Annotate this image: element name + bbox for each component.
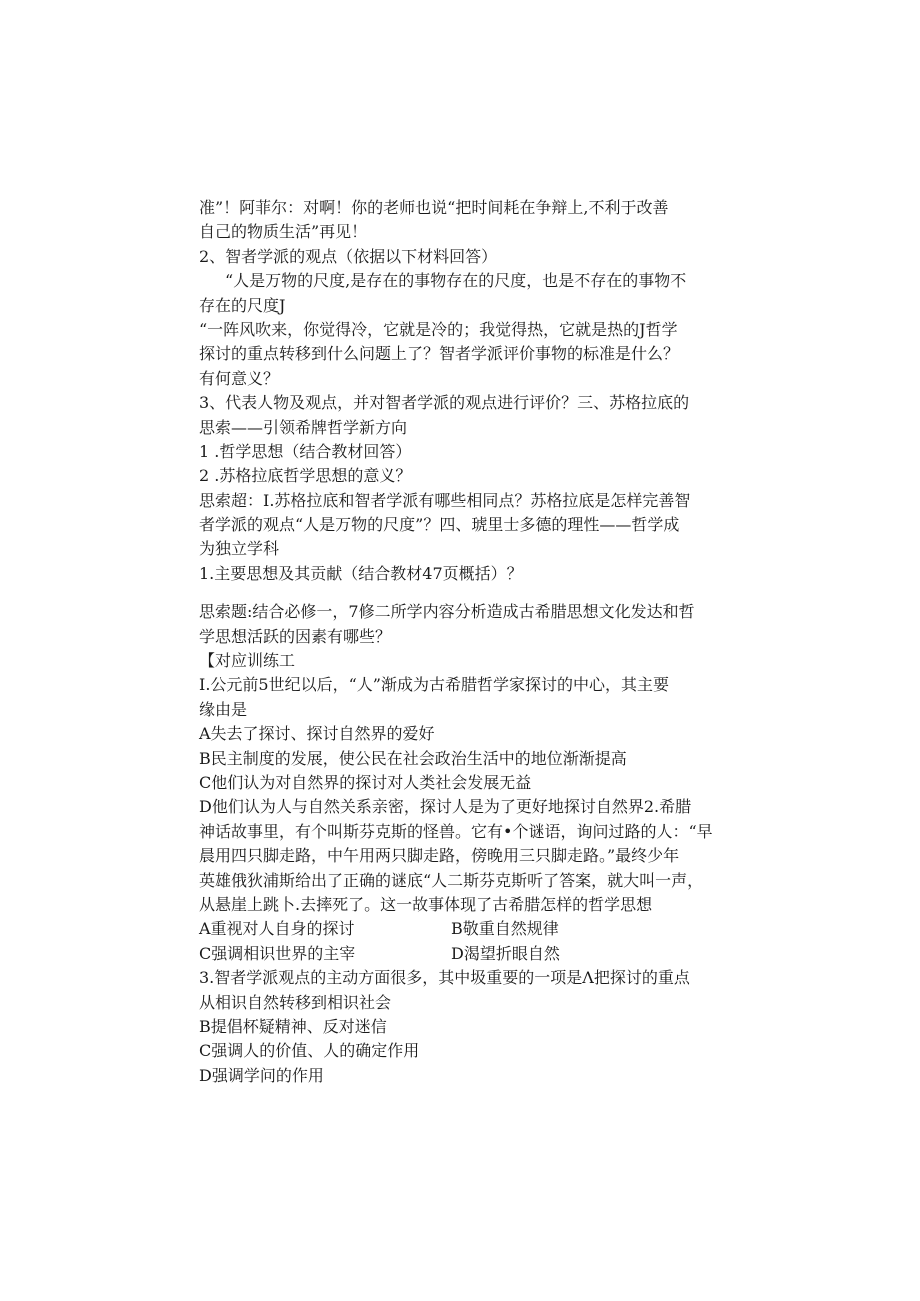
text-line: 思索题:结合必修一，7修二所学内容分析造成古希腊思想文化发达和哲: [199, 602, 695, 622]
question-1: I.公元前5世纪以后，“人”渐成为古希腊哲学家探讨的中心，其主要: [199, 675, 669, 695]
text-line: 1 .哲学思想（结合教材回答）: [199, 441, 412, 461]
text-line: 思索——引领希牌哲学新方向: [199, 417, 408, 437]
q2-option-c: C强调相识世界的主宰: [199, 943, 356, 963]
section-heading-sophists: 2、智者学派的观点（依据以下材料回答）: [199, 246, 498, 266]
text-line: 探讨的重点转移到什么问题上了？智者学派评价事物的标准是什么？: [199, 344, 680, 364]
q1-option-d: D他们认为人与自然关系亲密，探讨人是为了更好地探讨自然界2.希腊: [199, 797, 692, 817]
text-line: 神话故事里，有个叫斯芬克斯的怪兽。它有•个谜语，询问过路的人：“早: [199, 821, 713, 841]
text-line: 3、代表人物及观点，并对智者学派的观点进行评价？三、苏格拉底的: [199, 393, 690, 413]
q3-option-c: C强调人的价值、人的确定作用: [199, 1041, 420, 1061]
q2-option-d: D渴望折眼自然: [451, 943, 560, 963]
text-line: 2 .苏格拉底哲学思想的意义？: [199, 466, 412, 486]
text-line: 为独立学科: [199, 539, 280, 559]
q2-choices-row-2: [199, 942, 729, 966]
text-line: 学思想活跃的因素有哪些？: [199, 626, 392, 646]
q1-option-a: A失去了探讨、探讨自然界的爱好: [199, 724, 435, 744]
document-body: [199, 196, 729, 1088]
q1-option-c: C他们认为对自然界的探讨对人类社会发展无益: [199, 772, 532, 792]
text-line: 从相识自然转移到相识社会: [199, 992, 392, 1012]
text-line: 存在的尺度J: [199, 295, 286, 315]
text-line: 从悬崖上跳卜.去摔死了。这一故事体现了古希腊怎样的哲学思想: [199, 894, 653, 914]
q3-option-b: B提倡杯疑精神、反对迷信: [199, 1016, 387, 1036]
text-line: 自己的物质生活”再见！: [199, 222, 368, 242]
q3-option-d: D强调学问的作用: [199, 1065, 324, 1085]
q1-option-b: B民主制度的发展，使公民在社会政治生活中的地位渐渐提高: [199, 748, 627, 768]
text-line: 者学派的观点“人是万物的尺度”？四、琥里士多德的理性——哲学成: [199, 515, 680, 535]
q2-option-b: B敬重自然规律: [451, 919, 559, 939]
exercise-heading: 【对应训练工: [199, 651, 296, 671]
text-line: 1.主要思想及其贡献（结合教材47页概括）？: [199, 563, 523, 583]
q2-option-a: A重视对人自身的探讨: [199, 919, 355, 939]
text-line: 有何意义？: [199, 368, 280, 388]
text-line: “一阵风吹来，你觉得冷，它就是冷的；我觉得热，它就是热的J哲学: [199, 319, 678, 339]
text-line: 准”！阿菲尔：对啊！你的老师也说“把时间耗在争辩上,不利于改善: [199, 198, 669, 217]
quote-line: “人是万物的尺度,是存在的事物存在的尺度，也是不存在的事物不: [225, 271, 687, 291]
paragraph-gap: [199, 586, 729, 600]
q2-choices-row-1: [199, 917, 729, 941]
text-line: 晨用四只脚走路，中午用两只脚走路，傍晚用三只脚走路。”最终少年: [199, 846, 680, 866]
text-line: 英雄俄狄浦斯给出了正确的谜底“人二斯芬克斯听了答案，就大叫一声，: [199, 870, 704, 890]
text-line: 缘由是: [199, 699, 248, 719]
question-3: 3.智者学派观点的主动方面很多，其中圾重要的一项是Λ把探讨的重点: [199, 968, 690, 988]
text-line: 思索超：I.苏格拉底和智者学派有哪些相同点？苏格拉底是怎样完善智: [199, 490, 691, 510]
